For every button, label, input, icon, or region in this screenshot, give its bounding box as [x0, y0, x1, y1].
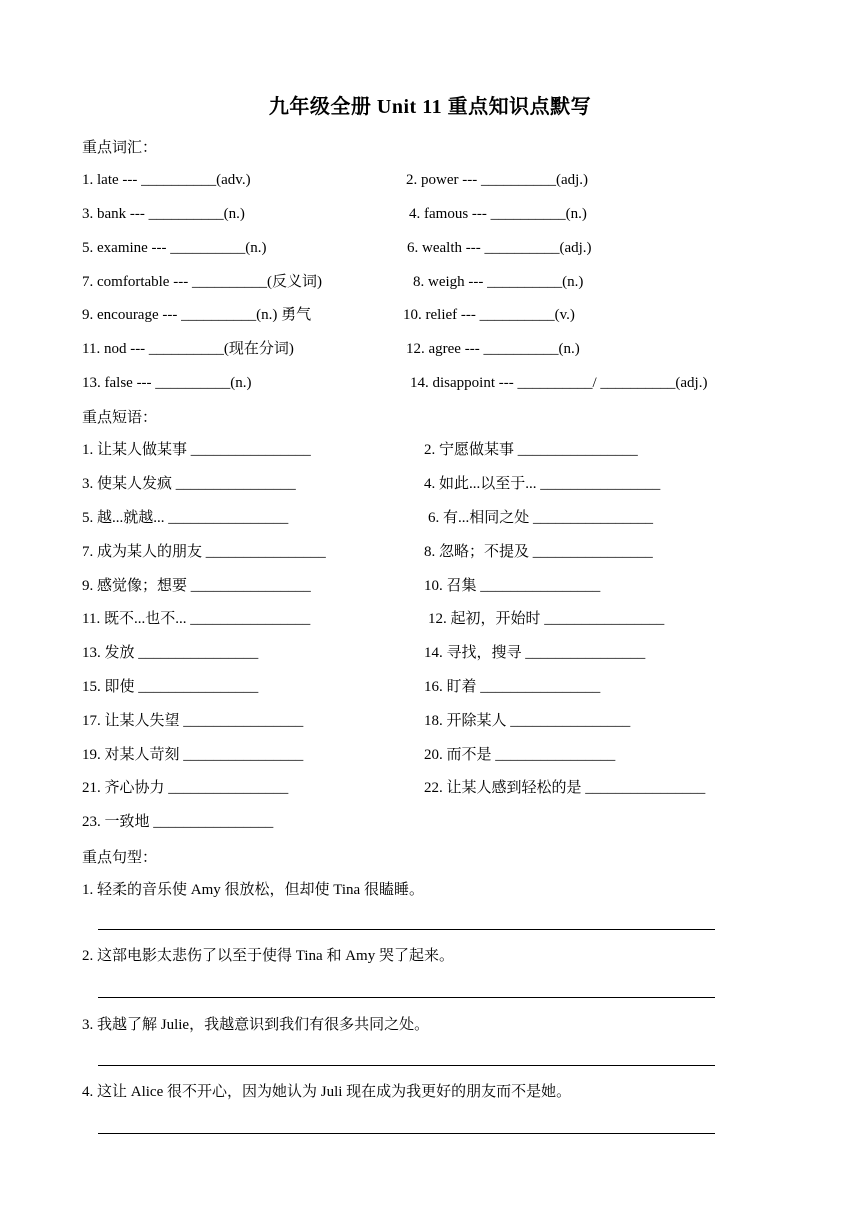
section-heading-sentences: 重点句型：: [82, 850, 158, 866]
phrase-item: 7. 成为某人的朋友 ________________: [82, 544, 326, 560]
vocab-item: 1. late --- __________(adv.): [82, 172, 251, 188]
phrase-item: 22. 让某人感到轻松的是 ________________: [424, 780, 706, 796]
sentence-item: 1. 轻柔的音乐使 Amy 很放松，但却使 Tina 很瞌睡。: [82, 882, 424, 898]
vocab-item: 5. examine --- __________(n.): [82, 240, 267, 256]
vocab-item: 6. wealth --- __________(adj.): [407, 240, 592, 256]
sentence-item: 4. 这让 Alice 很不开心，因为她认为 Juli 现在成为我更好的朋友而不是她。: [82, 1084, 572, 1100]
vocab-item: 2. power --- __________(adj.): [406, 172, 589, 188]
phrase-item: 13. 发放 ________________: [82, 645, 259, 661]
phrase-item: 23. 一致地 ________________: [82, 814, 274, 830]
answer-line[interactable]: [98, 1133, 715, 1134]
vocab-item: 3. bank --- __________(n.): [82, 206, 245, 222]
phrase-item: 16. 盯着 ________________: [424, 679, 601, 695]
sentence-item: 3. 我越了解 Julie，我越意识到我们有很多共同之处。: [82, 1017, 430, 1033]
page-title: 九年级全册 Unit 11 重点知识点默写: [268, 96, 592, 118]
phrase-item: 19. 对某人苛刻 ________________: [82, 747, 304, 763]
answer-line[interactable]: [98, 1065, 715, 1066]
phrase-item: 11. 既不...也不... ________________: [82, 611, 311, 627]
phrase-item: 2. 宁愿做某事 ________________: [424, 442, 638, 458]
vocab-item: 8. weigh --- __________(n.): [413, 274, 584, 290]
phrase-item: 9. 感觉像；想要 ________________: [82, 578, 311, 594]
vocab-item: 4. famous --- __________(n.): [409, 206, 587, 222]
phrase-item: 21. 齐心协力 ________________: [82, 780, 289, 796]
vocab-item: 13. false --- __________(n.): [82, 375, 252, 391]
phrase-item: 17. 让某人失望 ________________: [82, 713, 304, 729]
phrase-item: 6. 有...相同之处 ________________: [428, 510, 654, 526]
sentence-item: 2. 这部电影太悲伤了以至于使得 Tina 和 Amy 哭了起来。: [82, 948, 454, 964]
answer-line[interactable]: [98, 997, 715, 998]
phrase-item: 18. 开除某人 ________________: [424, 713, 631, 729]
vocab-item: 14. disappoint --- __________/ __________(adj.): [410, 375, 708, 391]
phrase-item: 5. 越...就越... ________________: [82, 510, 289, 526]
phrase-item: 15. 即使 ________________: [82, 679, 259, 695]
section-heading-vocabulary: 重点词汇：: [82, 140, 158, 156]
vocab-item: 10. relief --- __________(v.): [403, 307, 575, 323]
phrase-item: 4. 如此...以至于... ________________: [424, 476, 661, 492]
phrase-item: 14. 寻找，搜寻 ________________: [424, 645, 646, 661]
phrase-item: 10. 召集 ________________: [424, 578, 601, 594]
phrase-item: 1. 让某人做某事 ________________: [82, 442, 311, 458]
vocab-item: 9. encourage --- __________(n.) 勇气: [82, 307, 312, 323]
vocab-item: 12. agree --- __________(n.): [406, 341, 580, 357]
answer-line[interactable]: [98, 929, 715, 930]
vocab-item: 7. comfortable --- __________(反义词): [82, 274, 322, 290]
section-heading-phrases: 重点短语：: [82, 410, 158, 426]
phrase-item: 12. 起初，开始时 ________________: [428, 611, 665, 627]
phrase-item: 3. 使某人发疯 ________________: [82, 476, 296, 492]
vocab-item: 11. nod --- __________(现在分词): [82, 341, 294, 357]
phrase-item: 8. 忽略；不提及 ________________: [424, 544, 653, 560]
phrase-item: 20. 而不是 ________________: [424, 747, 616, 763]
